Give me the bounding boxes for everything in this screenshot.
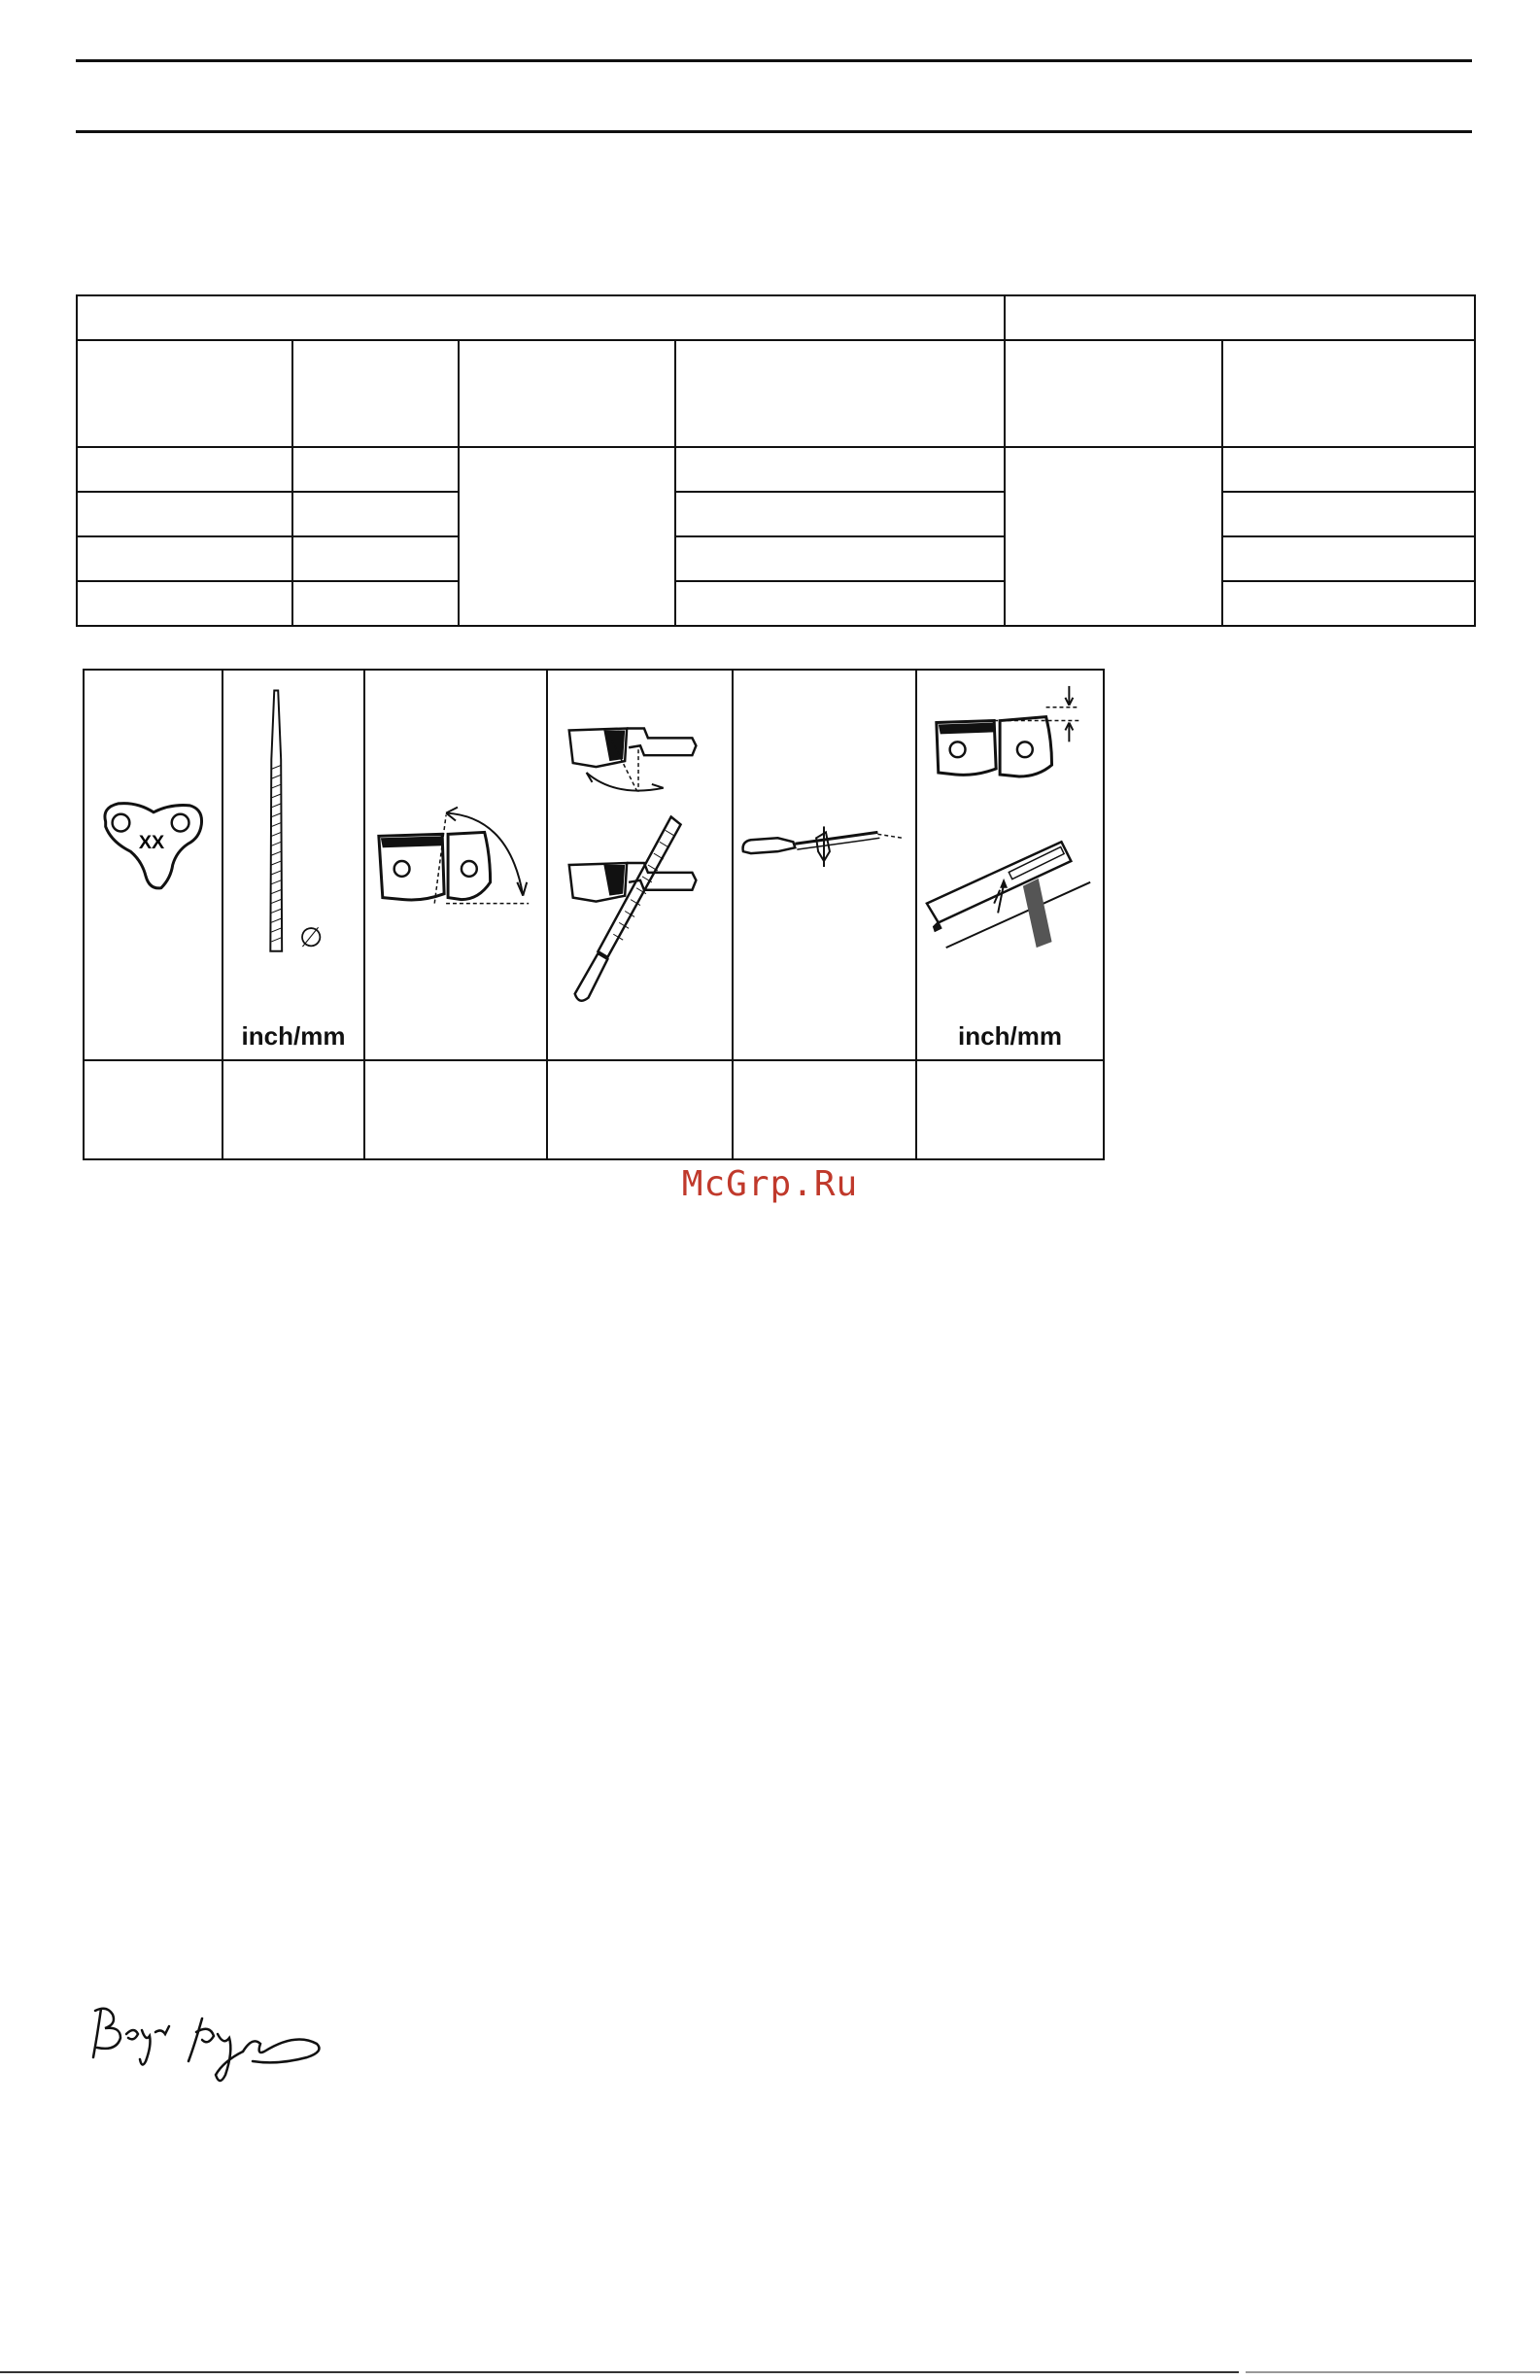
depth-gauge-cell — [916, 670, 1104, 1060]
depth-gauge-icon — [917, 671, 1103, 1059]
watermark: McGrp.Ru — [681, 1164, 859, 1204]
round-file-icon — [223, 671, 363, 1059]
file-size-cell — [222, 670, 364, 1060]
spec-header-row — [77, 295, 1475, 340]
spec-cell — [77, 492, 292, 536]
value-cell — [733, 1060, 916, 1159]
header-rule-top — [76, 59, 1472, 62]
file-size-caption: inch/mm — [241, 1021, 346, 1051]
spec-cell — [77, 447, 292, 492]
footer-rule-right — [1246, 2371, 1540, 2373]
file-technique-cell — [547, 670, 733, 1060]
spec-subheader-cell — [1222, 340, 1475, 447]
illustration-row — [84, 670, 1104, 1060]
diameter-symbol: ∅ — [299, 922, 324, 952]
spec-cell — [1222, 536, 1475, 581]
spec-subheader-cell — [459, 340, 675, 447]
spec-header-cell — [77, 295, 1005, 340]
spec-subheader-cell — [292, 340, 459, 447]
spec-merged-cell — [459, 447, 675, 626]
spec-subheader-cell — [77, 340, 292, 447]
spec-cell — [675, 581, 1005, 626]
table-row — [77, 492, 1475, 536]
spec-cell — [675, 536, 1005, 581]
value-cell — [547, 1060, 733, 1159]
drive-link-cell — [84, 670, 222, 1060]
depth-gauge-caption: inch/mm — [958, 1021, 1062, 1051]
table-row — [77, 447, 1475, 492]
cutter-angle-icon — [365, 671, 546, 1059]
spec-subheader-row — [77, 340, 1475, 447]
spec-cell — [77, 581, 292, 626]
spec-cell — [1222, 581, 1475, 626]
signature — [87, 1997, 369, 2094]
footer-rule — [0, 2371, 1239, 2373]
spec-cell — [675, 447, 1005, 492]
file-holder-icon — [734, 671, 915, 1059]
spec-header-cell — [1005, 295, 1475, 340]
spec-cell — [292, 581, 459, 626]
value-cell — [222, 1060, 364, 1159]
spec-cell — [1222, 492, 1475, 536]
cutter-angle-cell — [364, 670, 547, 1060]
drive-link-gauge-icon — [85, 671, 222, 1059]
table-row — [77, 581, 1475, 626]
spec-subheader-cell — [1005, 340, 1222, 447]
spec-cell — [292, 492, 459, 536]
sharpening-tools-table — [83, 669, 1105, 1160]
spec-subheader-cell — [675, 340, 1005, 447]
spec-cell — [675, 492, 1005, 536]
gauge-marking: XX — [138, 832, 165, 854]
file-technique-icon — [548, 671, 732, 1059]
value-cell — [916, 1060, 1104, 1159]
chain-spec-table — [76, 294, 1476, 627]
spec-merged-cell — [1005, 447, 1222, 626]
header-rule-bottom — [76, 130, 1472, 133]
table-row — [77, 536, 1475, 581]
spec-cell — [77, 536, 292, 581]
file-holder-cell — [733, 670, 916, 1060]
spec-cell — [292, 447, 459, 492]
value-cell — [84, 1060, 222, 1159]
values-row — [84, 1060, 1104, 1159]
spec-cell — [292, 536, 459, 581]
spec-cell — [1222, 447, 1475, 492]
value-cell — [364, 1060, 547, 1159]
